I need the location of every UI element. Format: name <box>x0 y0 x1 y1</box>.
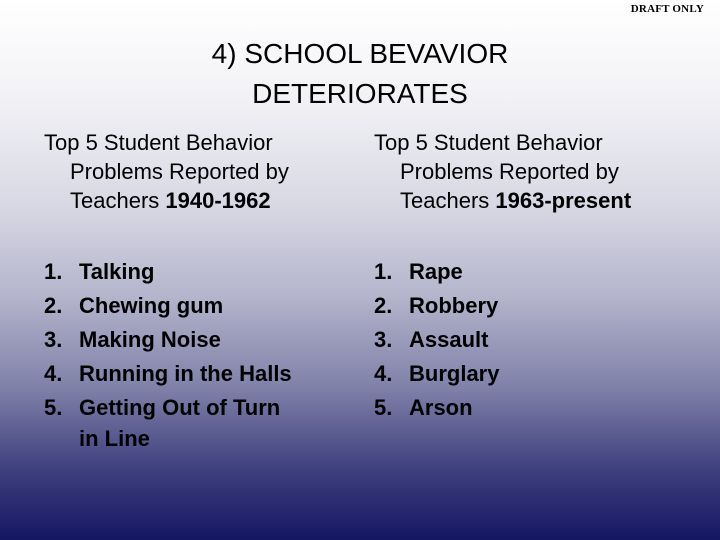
list-item-text: Burglary <box>409 361 500 386</box>
list-item <box>44 255 344 289</box>
list-item-text: Robbery <box>409 293 499 318</box>
list-item <box>374 289 704 323</box>
list-item-number: 1. <box>44 259 63 284</box>
left-heading-line1: Top 5 Student Behavior <box>44 130 273 155</box>
list-item <box>44 391 344 454</box>
draft-label: DRAFT ONLY <box>630 3 704 15</box>
list-item-text: Making Noise <box>79 327 221 352</box>
list-item-text: Rape <box>409 259 463 284</box>
left-heading-line3 <box>44 186 344 215</box>
list-item-text: Chewing gum <box>79 293 224 318</box>
right-column <box>374 128 704 425</box>
right-heading-line3 <box>374 186 704 215</box>
right-heading-line2: Problems Reported by <box>400 159 619 184</box>
list-item <box>374 255 704 289</box>
list-item <box>374 357 704 391</box>
list-item-text: Assault <box>409 327 489 352</box>
left-heading-prefix: Teachers <box>70 188 160 213</box>
list-item-number: 4. <box>374 361 393 386</box>
left-heading-line2: Problems Reported by <box>70 159 289 184</box>
list-item <box>44 323 344 357</box>
list-item-text-line1: Getting Out of Turn <box>79 395 281 420</box>
left-column <box>44 128 344 454</box>
list-item <box>374 323 704 357</box>
list-item-text: Talking <box>79 259 155 284</box>
list-item-text-line2: in Line <box>79 426 150 451</box>
right-heading <box>374 128 704 215</box>
right-heading-prefix: Teachers <box>400 188 490 213</box>
right-heading-years: 1963-present <box>495 188 632 213</box>
list-item <box>44 357 344 391</box>
list-item-number: 2. <box>374 293 393 318</box>
list-item <box>44 289 344 323</box>
list-item-number: 3. <box>374 327 393 352</box>
list-item-text <box>79 391 280 454</box>
list-item-text: Arson <box>409 395 473 420</box>
list-item-number: 5. <box>44 395 63 420</box>
list-item-number: 3. <box>44 327 63 352</box>
list-item <box>374 391 704 425</box>
list-item-number: 2. <box>44 293 63 318</box>
list-item-number: 5. <box>374 395 393 420</box>
list-item-number: 1. <box>374 259 393 284</box>
right-heading-line1: Top 5 Student Behavior <box>374 130 603 155</box>
list-item-text: Running in the Halls <box>79 361 292 386</box>
list-item-number: 4. <box>44 361 63 386</box>
left-list <box>44 255 344 454</box>
slide-title-line2: DETERIORATES <box>252 78 468 109</box>
right-list <box>374 255 704 425</box>
left-heading <box>44 128 344 215</box>
slide-title-line1: 4) SCHOOL BEVAVIOR <box>211 38 509 69</box>
slide-title <box>0 34 720 114</box>
left-heading-years: 1940-1962 <box>165 188 271 213</box>
